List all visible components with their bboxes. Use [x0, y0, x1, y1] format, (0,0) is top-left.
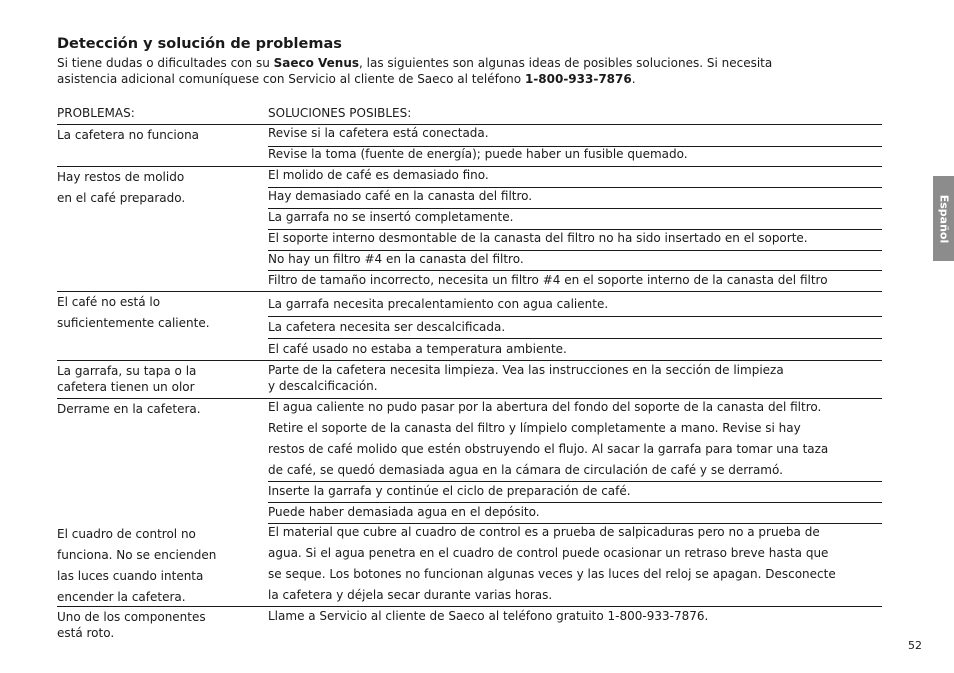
solution-text: La garrafa no se insertó completamente. [268, 210, 514, 224]
solution-text: se seque. Los botones no funcionan algunas veces y las luces del reloj se apagan. Desconecte [268, 567, 836, 581]
row-separator [57, 291, 882, 292]
intro-suffix: , las siguientes son algunas ideas de posibles soluciones. Si necesita [359, 56, 773, 70]
problem-text: suficientemente caliente. [57, 316, 210, 330]
problem-text: La garrafa, su tapa o la [57, 364, 197, 378]
solution-text: Puede haber demasiada agua en el depósito. [268, 505, 540, 519]
solution-rule [268, 481, 882, 482]
problem-text: Derrame en la cafetera. [57, 402, 201, 416]
solution-text: restos de café molido que estén obstruyendo el flujo. Al sacar la garrafa para tomar una taza [268, 442, 829, 456]
solution-text: Revise si la cafetera está conectada. [268, 126, 489, 140]
row-separator [57, 606, 882, 607]
solution-text: agua. Si el agua penetra en el cuadro de control puede ocasionar un retraso breve hasta que [268, 546, 829, 560]
solution-text: El agua caliente no pudo pasar por la abertura del fondo del soporte de la canasta del filtro. [268, 400, 822, 414]
page-title: Detección y solución de problemas [57, 36, 342, 52]
problem-separator [57, 360, 269, 361]
solution-text: El soporte interno desmontable de la canasta del filtro no ha sido insertado en el soporte. [268, 231, 808, 245]
solution-rule [268, 270, 882, 271]
problem-text: cafetera tienen un olor [57, 380, 195, 394]
solution-text: de café, se quedó demasiada agua en la cámara de circulación de café y se derramó. [268, 463, 783, 477]
header-rule [57, 124, 882, 125]
problem-text: Uno de los componentes [57, 610, 206, 624]
problems-header: PROBLEMAS: [57, 106, 135, 120]
row-separator [268, 360, 882, 361]
solution-text: Inserte la garrafa y continúe el ciclo de preparación de café. [268, 484, 631, 498]
solution-text: La cafetera necesita ser descalcificada. [268, 320, 506, 334]
solution-text: Hay demasiado café en la canasta del filtro. [268, 189, 533, 203]
solution-text: Filtro de tamaño incorrecto, necesita un filtro #4 en el soporte interno de la canasta del filtro [268, 273, 828, 287]
problem-text: El cuadro de control no [57, 527, 196, 541]
solution-text: la cafetera y déjela secar durante varias horas. [268, 588, 553, 602]
solution-text: Llame a Servicio al cliente de Saeco al teléfono gratuito 1-800-933-7876. [268, 609, 709, 623]
solutions-header: SOLUCIONES POSIBLES: [268, 106, 412, 120]
page-number: 52 [908, 639, 922, 652]
solution-rule [268, 316, 882, 317]
solution-rule [268, 187, 882, 188]
intro-line2-end: . [631, 72, 636, 86]
problem-text: está roto. [57, 626, 115, 640]
solution-text: Retire el soporte de la canasta del filtro y límpielo completamente a mano. Revise si hay [268, 421, 801, 435]
language-tab [933, 176, 954, 261]
problem-text: funciona. No se encienden [57, 548, 217, 562]
intro-line2-text: asistencia adicional comuníquese con Servicio al cliente de Saeco al teléfono [57, 72, 525, 86]
problem-text: encender la cafetera. [57, 590, 186, 604]
problem-text: las luces cuando intenta [57, 569, 204, 583]
solution-text: No hay un filtro #4 en la canasta del filtro. [268, 252, 524, 266]
solution-text: El café usado no estaba a temperatura ambiente. [268, 342, 567, 356]
solution-rule [268, 229, 882, 230]
solution-text: El molido de café es demasiado fino. [268, 168, 489, 182]
intro-line-2 [57, 72, 636, 86]
intro-prefix: Si tiene dudas o dificultades con su [57, 56, 274, 70]
row-separator [57, 398, 882, 399]
solution-text: El material que cubre al cuadro de control es a prueba de salpicaduras pero no a prueba de [268, 525, 820, 539]
problem-separator [57, 166, 269, 167]
solution-rule [268, 502, 882, 503]
solution-text: La garrafa necesita precalentamiento con agua caliente. [268, 297, 609, 311]
solution-rule [268, 250, 882, 251]
brand-name: Saeco Venus [273, 56, 360, 70]
problem-text: La cafetera no funciona [57, 128, 200, 142]
solution-rule [268, 208, 882, 209]
solution-rule [268, 338, 882, 339]
solution-text: Parte de la cafetera necesita limpieza. Vea las instrucciones en la sección de limpieza [268, 363, 784, 377]
row-separator [268, 523, 882, 524]
solution-text: y descalcificación. [268, 379, 378, 393]
problem-text: en el café preparado. [57, 191, 186, 205]
row-separator [268, 166, 882, 167]
problem-text: El café no está lo [57, 295, 161, 309]
intro-line-1 [57, 56, 772, 70]
problem-text: Hay restos de molido [57, 170, 185, 184]
solution-text: Revise la toma (fuente de energía); puede haber un fusible quemado. [268, 147, 688, 161]
language-tab-label: Español [937, 194, 950, 243]
phone-number: 1-800-933-7876 [524, 72, 632, 86]
